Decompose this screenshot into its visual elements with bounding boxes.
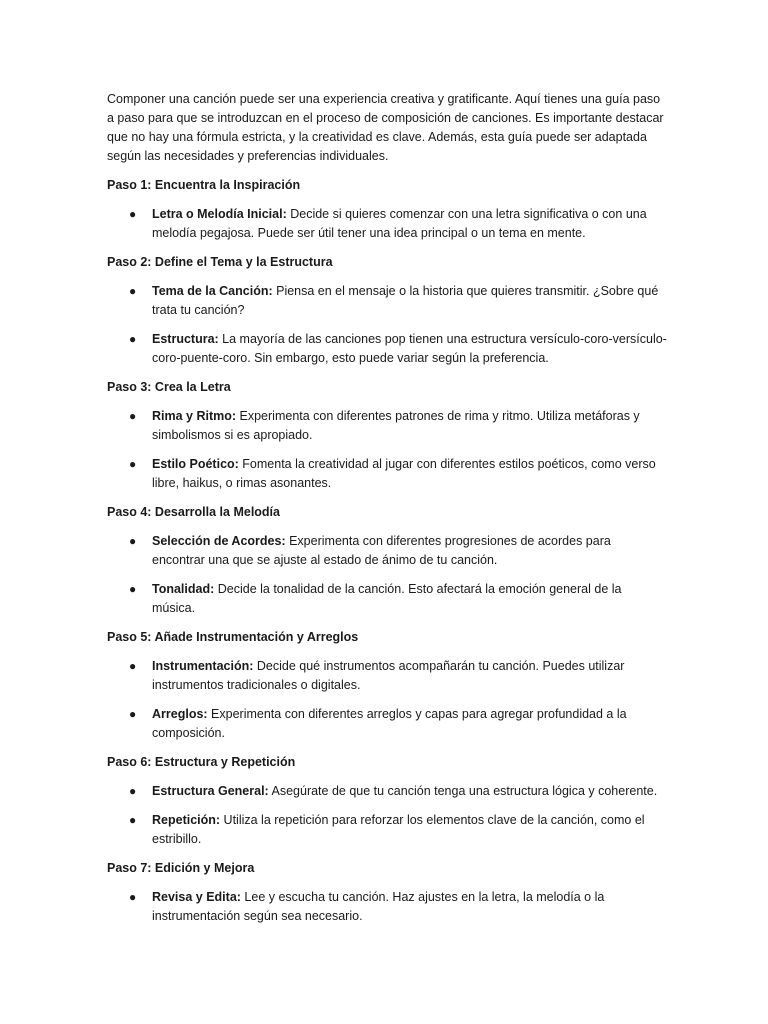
item-text: Decide si quieres comenzar con una letra significativa o con una melodía pegajosa. Puede ser útil tener una idea principal o un tema en mente. (152, 207, 647, 240)
step-heading: Paso 6: Estructura y Repetición (107, 755, 296, 769)
step-heading: Paso 7: Edición y Mejora (107, 861, 255, 875)
item-text: Decide la tonalidad de la canción. Esto afectará la emoción general de la música. (152, 582, 622, 615)
step-list (107, 657, 667, 743)
list-item (107, 657, 667, 695)
item-term: Repetición: (152, 813, 221, 827)
bullet-icon: ● (129, 457, 137, 471)
list-item (107, 888, 667, 926)
step-list (107, 205, 667, 243)
intro-paragraph: Componer una canción puede ser una experiencia creativa y gratificante. Aquí tienes una guía paso a paso para que se introduzcan en el proceso de composición de canciones. Es importante destacar que no hay una fórmula estricta, y la creatividad es clave. Además, esta guía puede ser adaptada según las necesidades y preferencias individuales. (107, 92, 664, 163)
list-item (107, 205, 667, 243)
item-text: Lee y escucha tu canción. Haz ajustes en la letra, la melodía o la instrumentación según sea necesario. (152, 890, 605, 923)
step-list (107, 282, 667, 368)
item-term: Estructura: (152, 332, 219, 346)
list-item (107, 282, 667, 320)
item-text: La mayoría de las canciones pop tienen una estructura versículo-coro-versículo-coro-puente-coro. Sin embargo, esto puede variar según la preferencia. (152, 332, 667, 365)
item-text: Piensa en el mensaje o la historia que quieres transmitir. ¿Sobre qué trata tu canción? (152, 284, 659, 317)
bullet-icon: ● (129, 332, 137, 346)
item-term: Estructura General: (152, 784, 269, 798)
bullet-icon: ● (129, 784, 137, 798)
bullet-icon: ● (129, 534, 137, 548)
bullet-icon: ● (129, 582, 137, 596)
item-term: Arreglos: (152, 707, 208, 721)
bullet-icon: ● (129, 707, 137, 721)
item-text: Experimenta con diferentes patrones de rima y ritmo. Utiliza metáforas y simbolismos si es apropiado. (152, 409, 640, 442)
step-heading: Paso 3: Crea la Letra (107, 380, 231, 394)
bullet-icon: ● (129, 207, 137, 221)
item-term: Tonalidad: (152, 582, 215, 596)
item-text: Decide qué instrumentos acompañarán tu canción. Puedes utilizar instrumentos tradicionales o digitales. (152, 659, 625, 692)
list-item (107, 455, 667, 493)
item-text: Fomenta la creatividad al jugar con diferentes estilos poéticos, como verso libre, haikus, o rimas asonantes. (152, 457, 656, 490)
item-term: Tema de la Canción: (152, 284, 273, 298)
step-heading: Paso 2: Define el Tema y la Estructura (107, 255, 333, 269)
list-item (107, 532, 667, 570)
step-list (107, 532, 667, 618)
bullet-icon: ● (129, 890, 137, 904)
list-item (107, 782, 667, 801)
list-item (107, 580, 667, 618)
item-term: Revisa y Edita: (152, 890, 241, 904)
item-text: Experimenta con diferentes progresiones de acordes para encontrar una que se ajuste al estado de ánimo de tu canción. (152, 534, 611, 567)
item-term: Instrumentación: (152, 659, 254, 673)
list-item (107, 811, 667, 849)
bullet-icon: ● (129, 284, 137, 298)
list-item (107, 407, 667, 445)
step-list (107, 782, 667, 849)
step-heading: Paso 1: Encuentra la Inspiración (107, 178, 301, 192)
list-item (107, 330, 667, 368)
step-list (107, 407, 667, 493)
item-text: Experimenta con diferentes arreglos y capas para agregar profundidad a la composición. (152, 707, 627, 740)
item-term: Selección de Acordes: (152, 534, 286, 548)
item-text: Utiliza la repetición para reforzar los elementos clave de la canción, como el estribillo. (152, 813, 645, 846)
item-term: Rima y Ritmo: (152, 409, 237, 423)
document-page (107, 90, 667, 936)
bullet-icon: ● (129, 813, 137, 827)
bullet-icon: ● (129, 409, 137, 423)
step-heading: Paso 4: Desarrolla la Melodía (107, 505, 280, 519)
list-item (107, 705, 667, 743)
item-term: Letra o Melodía Inicial: (152, 207, 287, 221)
step-heading: Paso 5: Añade Instrumentación y Arreglos (107, 630, 359, 644)
item-text: Asegúrate de que tu canción tenga una estructura lógica y coherente. (268, 784, 658, 798)
bullet-icon: ● (129, 659, 137, 673)
item-term: Estilo Poético: (152, 457, 239, 471)
step-list (107, 888, 667, 926)
